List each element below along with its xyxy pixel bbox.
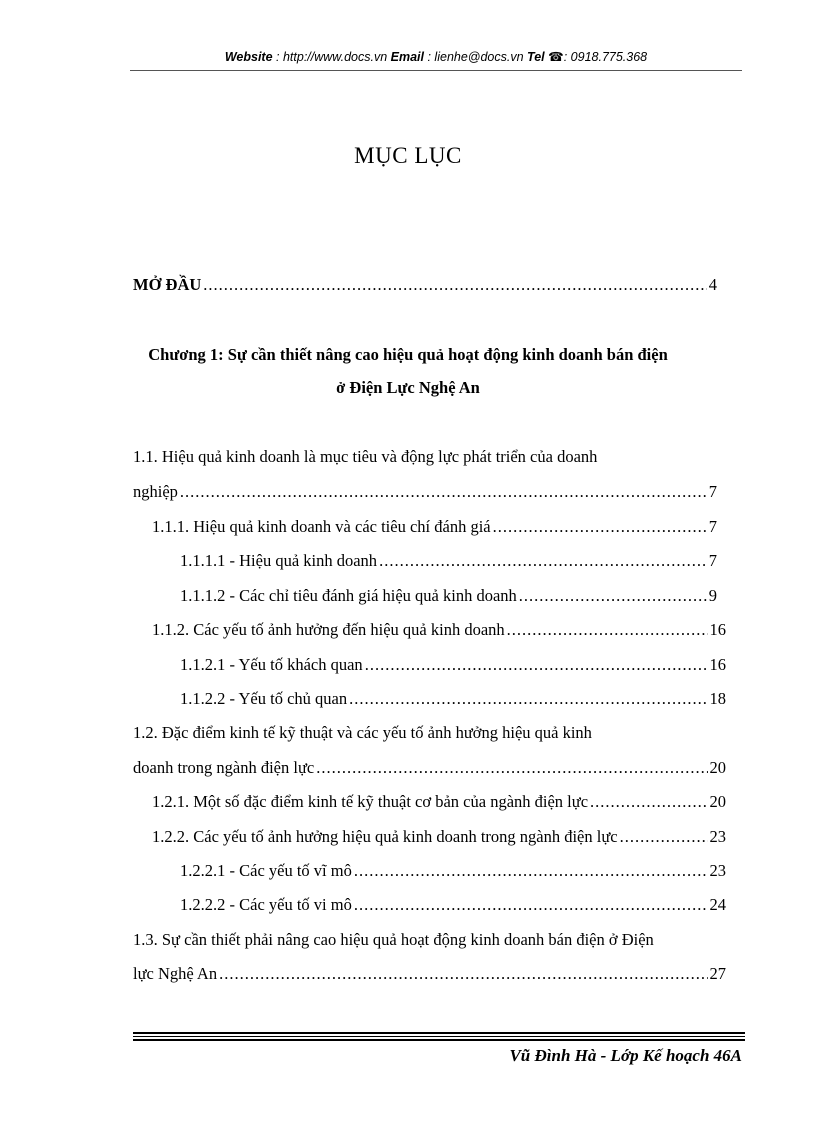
toc-leader — [354, 861, 708, 881]
tel-label: Tel — [527, 50, 545, 64]
footer-divider-middle — [133, 1036, 745, 1037]
toc-entry-1-2-2-1 — [180, 861, 726, 881]
toc-label: 1.1.1.2 - Các chỉ tiêu đánh giá hiệu quả kinh doanh — [180, 586, 517, 605]
toc-entry-1-2-line1: 1.2. Đặc điểm kinh tế kỹ thuật và các yếu tố ảnh hưởng hiệu quả kinh — [133, 723, 592, 742]
toc-leader — [519, 586, 707, 606]
footer-divider-bottom — [133, 1039, 745, 1041]
toc-label: 1.1.2. Các yếu tố ảnh hưởng đến hiệu quả kinh doanh — [152, 620, 505, 639]
toc-label: lực Nghệ An — [133, 964, 218, 983]
toc-page: 7 — [708, 517, 717, 536]
toc-entry-intro — [133, 275, 717, 295]
toc-label: 1.1.2.2 - Yếu tố chủ quan — [180, 689, 348, 708]
page-footer: Vũ Đình Hà - Lớp Kế hoạch 46A — [509, 1046, 742, 1065]
toc-entry-1-3-line1: 1.3. Sự cần thiết phải nâng cao hiệu quả hoạt động kinh doanh bán điện ở Điện — [133, 930, 654, 949]
toc-label: doanh trong ngành điện lực — [133, 758, 315, 777]
toc-entry-1-1-2-1 — [180, 655, 726, 675]
toc-entry-1-2 — [133, 758, 726, 778]
toc-leader — [316, 758, 707, 778]
toc-entry-1-1-2 — [152, 620, 726, 640]
toc-leader — [365, 655, 708, 675]
email-label: Email — [390, 50, 425, 64]
toc-leader — [203, 275, 706, 295]
toc-label: nghiệp — [133, 482, 178, 501]
toc-label: 1.1.1.1 - Hiệu quả kinh doanh — [180, 551, 378, 570]
toc-leader — [349, 689, 707, 709]
chapter-heading-line1: Chương 1: Sự cần thiết nâng cao hiệu quả hoạt động kinh doanh bán điện — [148, 345, 668, 364]
tel-number: : 0918.775.368 — [563, 50, 648, 64]
toc-label: 1.1.1. Hiệu quả kinh doanh và các tiêu chí đánh giá — [152, 517, 491, 536]
toc-page: 7 — [708, 551, 717, 570]
toc-leader — [379, 551, 707, 571]
toc-page: 16 — [709, 620, 726, 639]
toc-entry-1-1-2-2 — [180, 689, 726, 709]
phone-icon: ☎ — [548, 50, 564, 64]
toc-label: 1.2.1. Một số đặc điểm kinh tế kỹ thuật cơ bản của ngành điện lực — [152, 792, 589, 811]
header-divider — [130, 70, 742, 71]
toc-page: 23 — [709, 861, 726, 880]
toc-label: 1.2.2. Các yếu tố ảnh hưởng hiệu quả kinh doanh trong ngành điện lực — [152, 827, 618, 846]
footer-divider-top — [133, 1032, 745, 1034]
toc-label: 1.2.2.1 - Các yếu tố vĩ mô — [180, 861, 352, 880]
page-title: MỤC LỤC — [354, 143, 462, 168]
website-url: : http://www.docs.vn — [272, 50, 391, 64]
toc-leader — [180, 482, 707, 502]
toc-page: 7 — [708, 482, 717, 501]
toc-page: 27 — [709, 964, 726, 983]
toc-leader — [590, 792, 707, 812]
toc-entry-1-3 — [133, 964, 726, 984]
toc-page: 9 — [708, 586, 717, 605]
toc-entry-1-1-1 — [152, 517, 717, 537]
toc-label: 1.2.2.2 - Các yếu tố vi mô — [180, 895, 352, 914]
email-address: : lienhe@docs.vn — [424, 50, 528, 64]
toc-page: 20 — [709, 758, 726, 777]
website-label: Website — [224, 50, 273, 64]
toc-leader — [620, 827, 708, 847]
toc-leader — [507, 620, 708, 640]
toc-label: MỞ ĐẦU — [133, 275, 202, 294]
toc-label: 1.1.2.1 - Yếu tố khách quan — [180, 655, 363, 674]
toc-entry-1-1-1-2 — [180, 586, 717, 606]
toc-leader — [219, 964, 707, 984]
chapter-heading-line2: ở Điện Lực Nghệ An — [336, 378, 480, 397]
toc-entry-1-1-1-1 — [180, 551, 717, 571]
toc-page: 20 — [709, 792, 726, 811]
toc-leader — [493, 517, 707, 537]
toc-entry-1-1-line1: 1.1. Hiệu quả kinh doanh là mục tiêu và động lực phát triển của doanh — [133, 447, 598, 466]
toc-entry-1-2-2 — [152, 827, 726, 847]
toc-page: 18 — [709, 689, 726, 708]
page-header — [130, 49, 742, 64]
toc-entry-1-1 — [133, 482, 717, 502]
toc-page: 23 — [709, 827, 726, 846]
toc-entry-1-2-1 — [152, 792, 726, 812]
toc-entry-1-2-2-2 — [180, 895, 726, 915]
toc-page: 24 — [709, 895, 726, 914]
toc-leader — [354, 895, 708, 915]
toc-page: 4 — [708, 275, 717, 294]
toc-page: 16 — [709, 655, 726, 674]
